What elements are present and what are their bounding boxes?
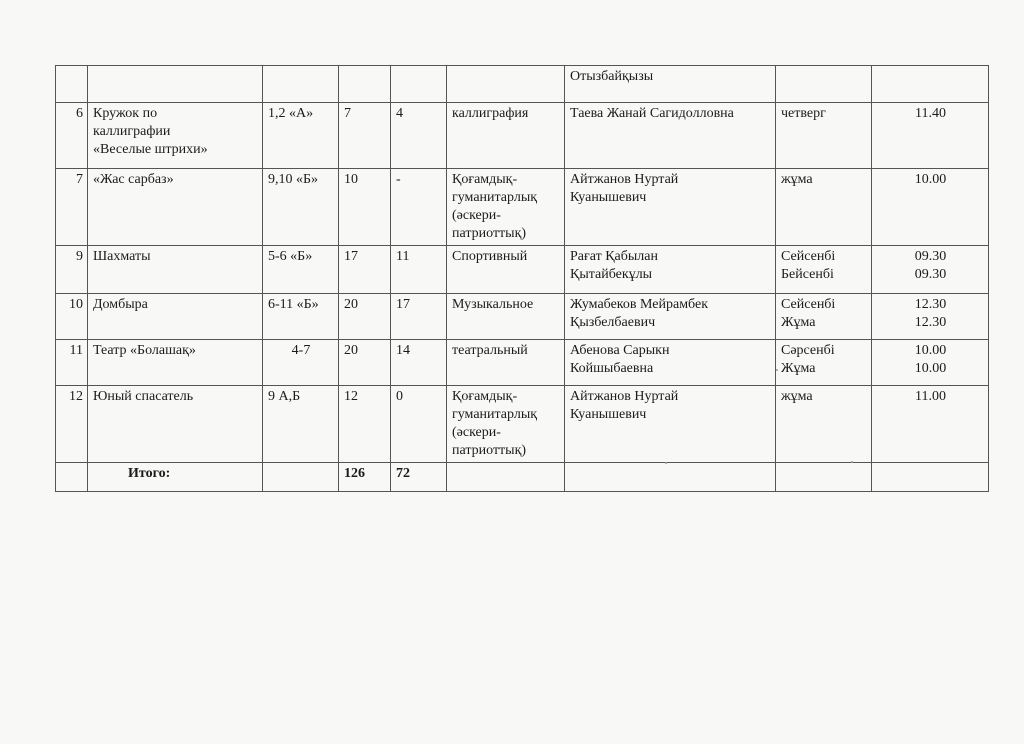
cell-teacher [565,386,776,463]
teacher-line: Айтжанов Нуртай [570,172,679,187]
name-line: каллиграфии [93,124,171,139]
cell-girls: 0 [391,386,447,463]
cell-num [56,463,88,492]
direction-line: (әскери- [452,208,501,223]
direction-line: гуманитарлық [452,407,538,422]
cell-count [339,66,391,103]
continuation-row [56,66,989,103]
direction-line: Қоғамдық- [452,389,518,404]
direction-line: патриоттық) [452,443,527,458]
cell-num: 7 [56,169,88,246]
cell-teacher [565,463,776,492]
cell-class: 6-11 «Б» [263,294,339,340]
cell-class [263,463,339,492]
cell-num: 9 [56,246,88,294]
cell-teacher [565,169,776,246]
cell-direction [447,386,565,463]
day-line: Бейсенбі [781,267,834,282]
teacher-line: Куанышевич [570,407,647,422]
name-line: «Жас сарбаз» [93,172,174,187]
cell-class: 4-7 [263,340,339,386]
name-line: Театр «Болашақ» [93,343,196,358]
cell-direction [447,294,565,340]
teacher-line: Айтжанов Нуртай [570,389,679,404]
cell-class: 9 А,Б [263,386,339,463]
day-line: Жұма [781,361,816,376]
table-row [56,169,989,246]
time-line: 09.30 [914,267,947,282]
cell-girls: - [391,169,447,246]
name-line: Шахматы [93,249,151,264]
table-row [56,294,989,340]
name-line: Кружок по [93,106,158,121]
day-line: жұма [781,172,813,187]
teacher-line: Рағат Қабылан [570,249,658,264]
teacher-line: Қытайбекұлы [570,267,653,282]
direction-line: патриоттық) [452,226,527,241]
table-row [56,103,989,169]
cell-count: 20 [339,294,391,340]
table-row [56,246,989,294]
time-line: 10.00 [914,172,947,187]
cell-direction [447,340,565,386]
time-line: 09.30 [914,249,947,264]
cell-teacher [565,340,776,386]
cell-day [776,246,872,294]
time-line: 11.00 [915,389,946,404]
day-line: Сейсенбі [781,249,836,264]
cell-girls: 17 [391,294,447,340]
teacher-line: Отызбайқызы [570,69,654,84]
cell-time [872,246,989,294]
cell-count: 12 [339,386,391,463]
day-line: жұма [781,389,813,404]
cell-time [872,463,989,492]
cell-class: 9,10 «Б» [263,169,339,246]
cell-time [872,66,989,103]
cell-direction [447,169,565,246]
direction-line: Қоғамдық- [452,172,518,187]
time-line: 10.00 [914,361,947,376]
table-row [56,340,989,386]
time-line: 10.00 [914,343,947,358]
name-line: Юный спасатель [93,389,194,404]
cell-direction [447,103,565,169]
club-schedule-table [55,65,989,492]
cell-time [872,294,989,340]
cell-time [872,386,989,463]
cell-day [776,386,872,463]
direction-line: Спортивный [452,249,528,264]
day-line: Сейсенбі [781,297,836,312]
cell-name [88,169,263,246]
direction-line: театральный [452,343,528,358]
cell-num [56,66,88,103]
cell-teacher [565,294,776,340]
cell-class [263,66,339,103]
totals-row [56,463,989,492]
cell-name [88,103,263,169]
cell-teacher [565,66,776,103]
direction-line: гуманитарлық [452,190,538,205]
teacher-line: Қызбелбаевич [570,315,656,330]
cell-count: 17 [339,246,391,294]
cell-name [88,246,263,294]
cell-name [88,340,263,386]
cell-direction [447,246,565,294]
cell-day [776,66,872,103]
direction-line: (әскери- [452,425,501,440]
cell-name [88,66,263,103]
scan-speck [776,369,778,371]
cell-day [776,103,872,169]
cell-girls: 4 [391,103,447,169]
cell-direction [447,66,565,103]
cell-count: 20 [339,340,391,386]
name-line: Домбыра [93,297,148,312]
totals-girls: 72 [391,463,447,492]
teacher-line: Абенова Сарыкн [570,343,670,358]
scan-speck [665,462,667,464]
table-row [56,386,989,463]
time-line: 11.40 [915,106,946,121]
cell-teacher [565,103,776,169]
cell-day [776,169,872,246]
cell-day [776,340,872,386]
cell-num: 12 [56,386,88,463]
cell-girls [391,66,447,103]
teacher-line: Куанышевич [570,190,647,205]
direction-line: Музыкальное [452,297,534,312]
teacher-line: Койшыбаевна [570,361,654,376]
scan-speck [851,461,853,463]
totals-count: 126 [339,463,391,492]
cell-class: 1,2 «А» [263,103,339,169]
cell-class: 5-6 «Б» [263,246,339,294]
day-line: Сәрсенбі [781,343,835,358]
cell-name [88,294,263,340]
cell-time [872,103,989,169]
cell-time [872,340,989,386]
cell-day [776,463,872,492]
cell-num: 6 [56,103,88,169]
cell-name [88,386,263,463]
cell-girls: 14 [391,340,447,386]
cell-day [776,294,872,340]
cell-count: 10 [339,169,391,246]
day-line: четверг [781,106,826,121]
time-line: 12.30 [914,315,947,330]
totals-label: Итого: [88,463,263,492]
name-line: «Веселые штрихи» [93,142,208,157]
cell-num: 10 [56,294,88,340]
teacher-line: Жумабеков Мейрамбек [570,297,709,312]
teacher-line: Таева Жанай Сагидолловна [570,106,734,121]
direction-line: каллиграфия [452,106,529,121]
cell-count: 7 [339,103,391,169]
day-line: Жұма [781,315,816,330]
cell-num: 11 [56,340,88,386]
cell-time [872,169,989,246]
cell-teacher [565,246,776,294]
time-line: 12.30 [914,297,947,312]
cell-direction [447,463,565,492]
cell-girls: 11 [391,246,447,294]
